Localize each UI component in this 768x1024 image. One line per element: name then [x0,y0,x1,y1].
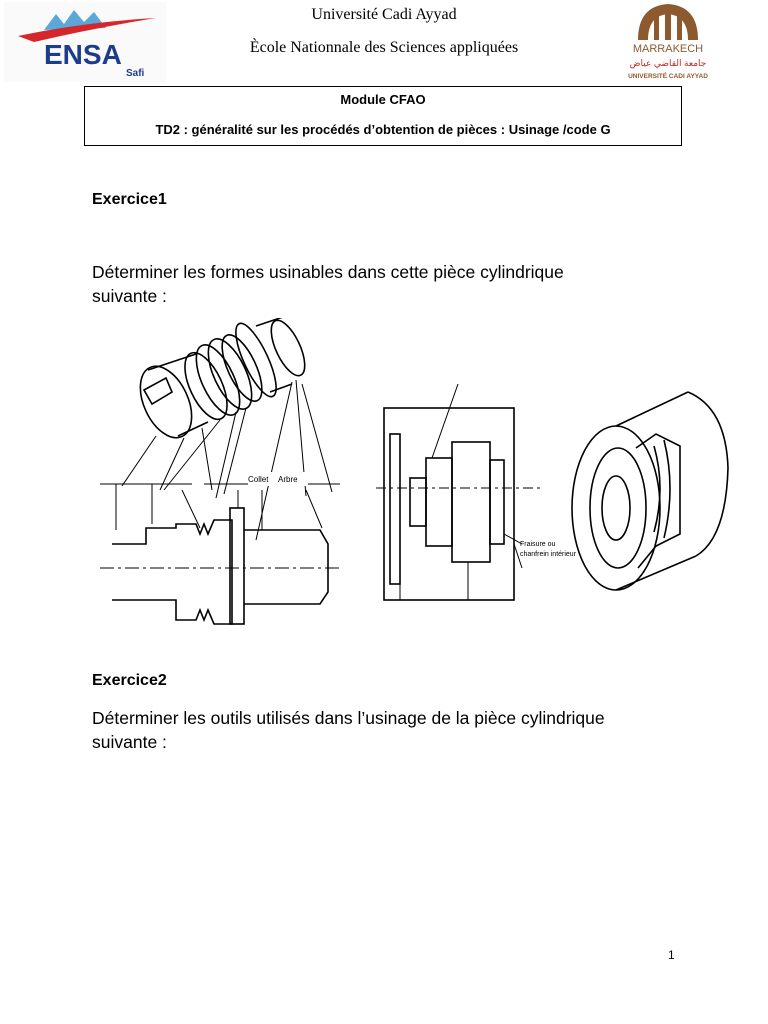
title-box [84,86,682,146]
exercise2-line1: Déterminer les outils utilisés dans l’usinage de la pièce cylindrique [92,708,605,728]
exercise2-text [92,706,652,754]
exercise2-line2: suivante : [92,732,167,752]
exercise1-line2: suivante : [92,286,167,306]
label-arbre: Arbre [278,475,298,484]
exercise1-line1: Déterminer les formes usinables dans cette pièce cylindrique [92,262,564,282]
label-fraisure: Fraisure ou [520,541,556,548]
td-title: TD2 : généralité sur les procédés d’obtention de pièces : Usinage /code G [155,122,611,137]
exercise1-text [92,260,652,308]
technical-drawing [96,318,736,630]
logo-text: ENSA [44,39,122,70]
bore-section [376,384,542,600]
logo-right-arabic: جامعة القاضي عياض [629,58,707,68]
label-collet: Collet [248,475,269,484]
hollow-cylinder-3d [572,392,728,590]
exercise2-heading: Exercice2 [92,672,167,689]
shaft-3d-drawing [130,318,312,446]
logo-right-text: MARRAKECH [632,43,704,55]
shaft-profile [100,484,340,624]
exercise1-heading: Exercice1 [92,191,167,208]
university-name: Université Cadi Ayyad [311,6,457,23]
module-title: Module CFAO [340,92,426,107]
school-name: Ècole Nationnale des Sciences appliquées [249,39,519,56]
page-number: 1 [668,948,675,962]
logo-subtext: Safi [126,68,145,79]
label-chanfrein: chanfrein intérieur [520,551,577,558]
logo-right-subtext: UNIVERSITÉ CADI AYYAD [628,73,708,80]
